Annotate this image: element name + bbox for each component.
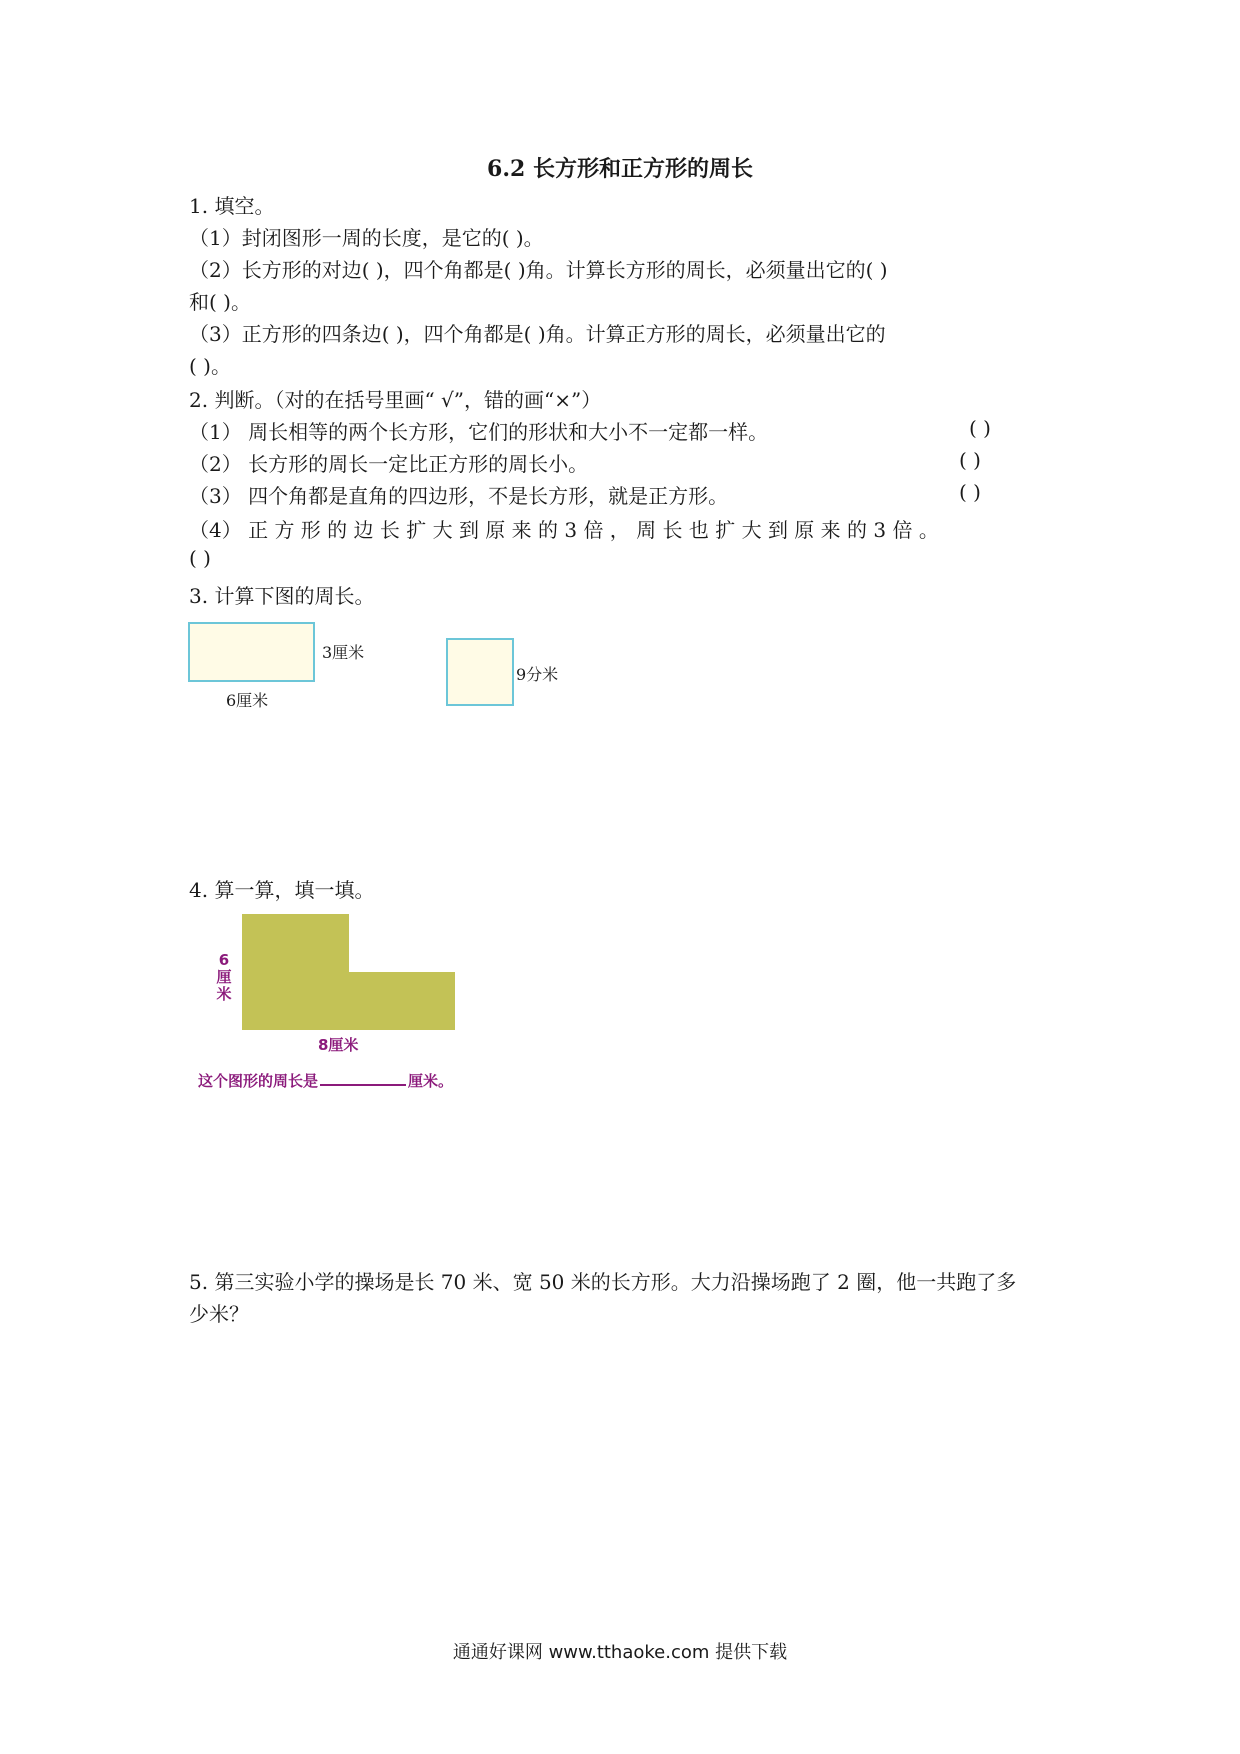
q2-item-2-text: （2） 长方形的周长一定比正方形的周长小。 (189, 452, 589, 476)
q2-item-4-line-2: ( ) (189, 546, 211, 570)
q2-item-4-line-1: （4） 正 方 形 的 边 长 扩 大 到 原 来 的 3 倍 ， 周 长 也 扩 大 到 原 来 的 3 倍 。 (189, 518, 939, 542)
q4-heading: 4. 算一算，填一填。 (189, 878, 375, 902)
q2-item-2-answer-paren: ( ) (959, 448, 981, 472)
q4-width-label: 8厘米 (318, 1036, 359, 1054)
q3-heading: 3. 计算下图的周长。 (189, 584, 375, 608)
q2-item-3-text: （3） 四个角都是直角的四边形，不是长方形，就是正方形。 (189, 484, 729, 508)
footer-credit: 通通好课网 www.tthaoke.com 提供下载 (452, 1642, 788, 1663)
page-title: 6.2 长方形和正方形的周长 (487, 156, 753, 182)
q5-line-1: 5. 第三实验小学的操场是长 70 米、宽 50 米的长方形。大力沿操场跑了 2 圈，他一共跑了多 (189, 1270, 1017, 1294)
q1-item-2-line-1: （2）长方形的对边( )，四个角都是( )角。计算长方形的周长，必须量出它的( ) (189, 258, 888, 282)
q2-item-2 (189, 448, 1061, 477)
q4-height-label-digit: 6 (218, 951, 230, 969)
q4-answer-blank[interactable] (320, 1070, 406, 1086)
q2-heading: 2. 判断。（对的在括号里画“ √”，错的画“×”） (189, 388, 602, 412)
q2-item-3-answer-paren: ( ) (959, 480, 981, 504)
q4-l-shape-figure (240, 912, 458, 1032)
q2-item-1-answer-paren: ( ) (969, 416, 991, 440)
q2-item-3 (189, 480, 1061, 509)
q3-square-figure (446, 638, 514, 706)
q5-line-2: 少米？ (189, 1302, 249, 1326)
q3-square-side-label: 9分米 (516, 665, 559, 684)
q3-rectangle-width-label: 6厘米 (226, 691, 269, 710)
q2-item-1-text: （1） 周长相等的两个长方形，它们的形状和大小不一定都一样。 (189, 420, 769, 444)
q4-answer-sentence (198, 1070, 453, 1091)
q3-rectangle-figure (188, 622, 315, 682)
q1-item-2-line-2: 和( )。 (189, 290, 251, 314)
q4-answer-suffix: 厘米。 (408, 1072, 454, 1090)
q1-item-1: （1）封闭图形一周的长度，是它的( )。 (189, 226, 544, 250)
q2-item-1 (189, 416, 1061, 445)
q1-item-3-line-1: （3）正方形的四条边( )，四个角都是( )角。计算正方形的周长，必须量出它的 (189, 322, 886, 346)
q3-rectangle-height-label: 3厘米 (322, 643, 365, 662)
q4-answer-prefix: 这个图形的周长是 (198, 1072, 319, 1090)
q4-height-label-char-2: 米 (216, 985, 232, 1003)
q4-height-label-char-1: 厘 (216, 968, 232, 986)
q1-item-3-line-2: ( )。 (189, 354, 231, 378)
q4-height-label (214, 952, 234, 1003)
q1-heading: 1. 填空。 (189, 194, 275, 218)
